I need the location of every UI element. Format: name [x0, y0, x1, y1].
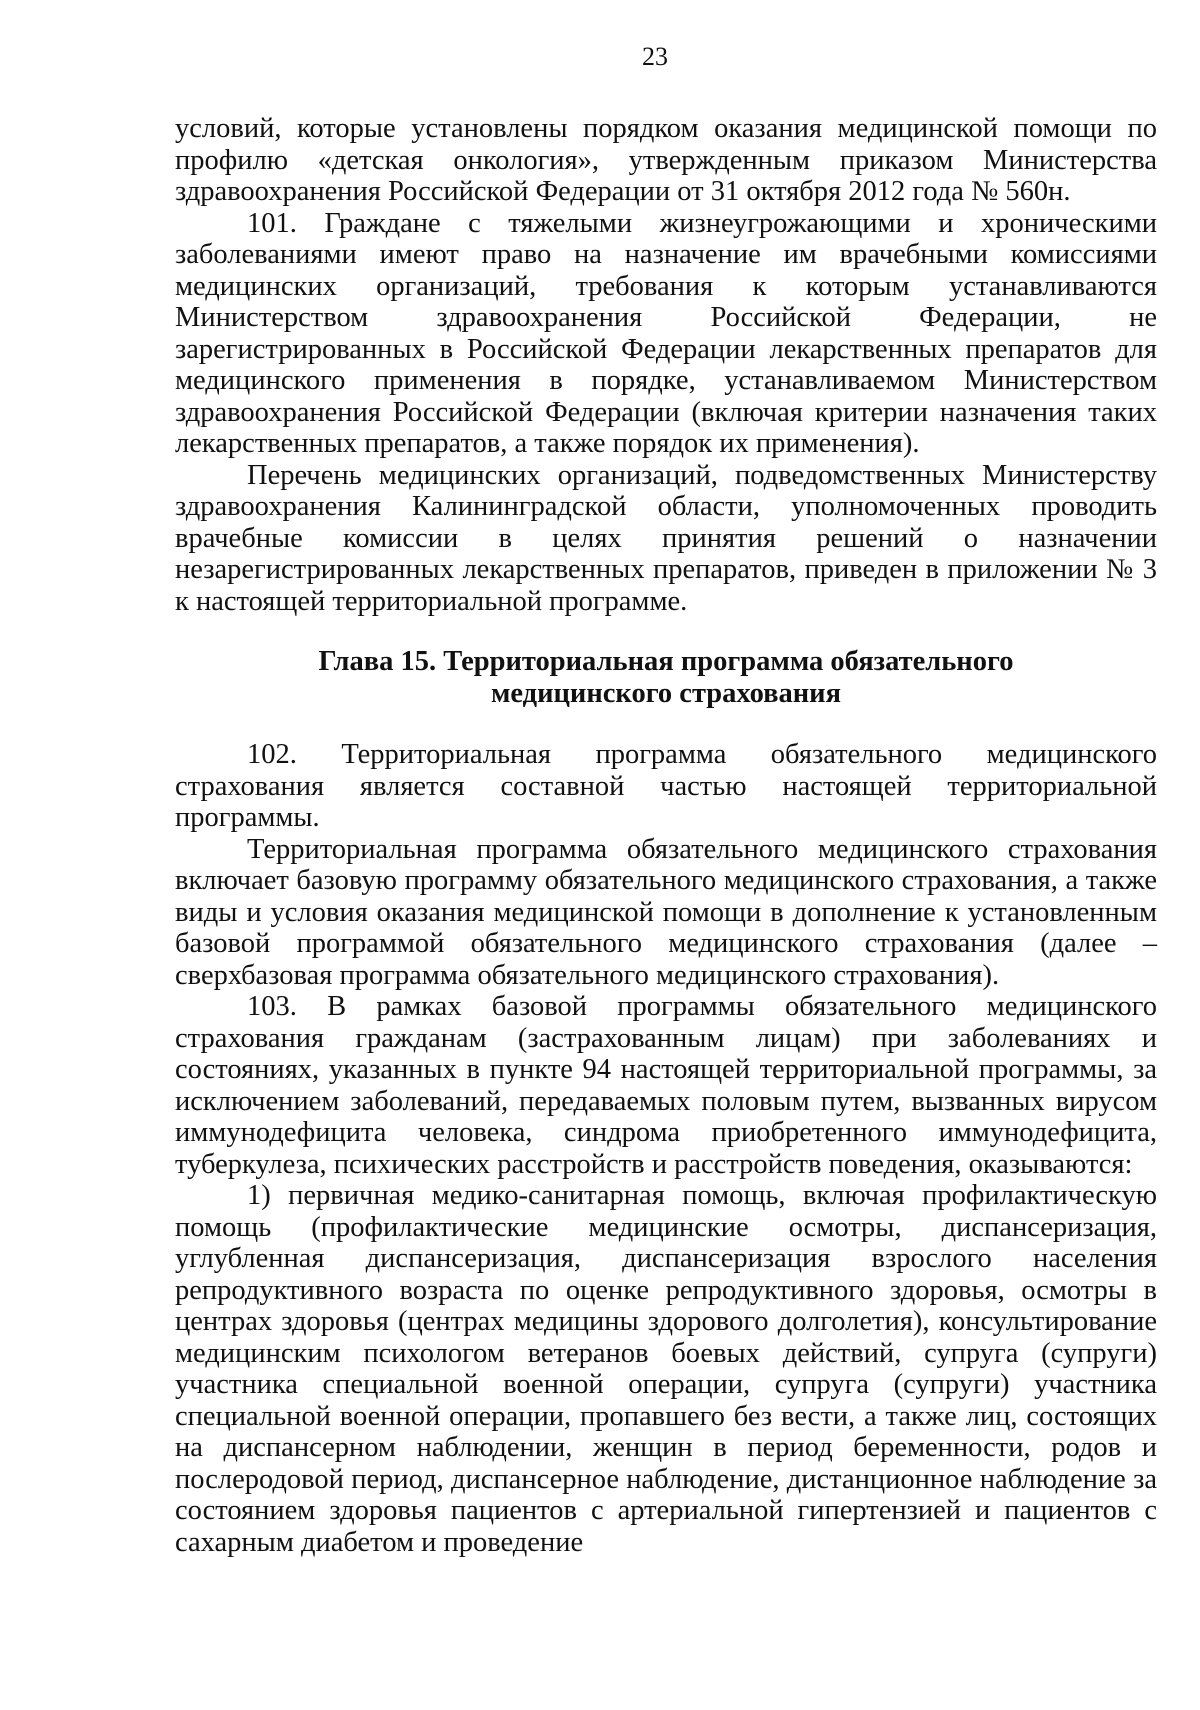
paragraph-organizations-list: Перечень медицинских организаций, подведомственных Министерству здравоохранения Калининградской области, уполномоченных проводить врачебные комиссии в целях принятия решений о назначении незарегистрированных лекарственных препаратов, приведен в приложении № 3 к настоящей территориальной программе. [175, 459, 1157, 617]
paragraph-101: 101. Граждане с тяжелыми жизнеугрожающими и хроническими заболеваниями имеют право на назначение им врачебными комиссиями медицинских организаций, требования к которым устанавливаются Министерством здравоохранения Российской Федерации, не зарегистрированных в Российской Федерации лекарственных препаратов для медицинского применения в порядке, устанавливаемом Министерством здравоохранения Российской Федерации (включая критерии назначения таких лекарственных препаратов, а также порядок их применения). [175, 207, 1157, 459]
page-number: 23 [642, 42, 668, 71]
paragraph-continuation: условий, которые установлены порядком оказания медицинской помощи по профилю «детская онкология», утвержденным приказом Министерства здравоохранения Российской Федерации от 31 октября 2012 года № 560н. [175, 113, 1157, 207]
chapter-heading-line1: Глава 15. Территориальная программа обязательного [318, 646, 1014, 677]
paragraph-item-1: 1) первичная медико-санитарная помощь, включая профилактическую помощь (профилактические медицинские осмотры, диспансеризация, углубленная диспансеризация, диспансеризация взрослого населения репродуктивного возраста по оценке репродуктивного здоровья, осмотры в центрах здоровья (центрах медицины здорового долголетия), консультирование медицинским психологом ветеранов боевых действий, супруга (супруги) участника специальной военной операции, супруга (супруги) участника специальной военной операции, пропавшего без вести, а также лиц, состоящих на диспансерном наблюдении, женщин в период беременности, родов и послеродовой период, диспансерное наблюдение, дистанционное наблюдение за состоянием здоровья пациентов с артериальной гипертензией и пациентов с сахарным диабетом и проведение [175, 1180, 1157, 1558]
document-body [175, 113, 1157, 1558]
chapter-heading-line2: медицинского страхования [490, 678, 842, 709]
paragraph-program-includes: Территориальная программа обязательного медицинского страхования включает базовую программу обязательного медицинского страхования, а также виды и условия оказания медицинской помощи в дополнение к установленным базовой программой обязательного медицинского страхования (далее – сверхбазовая программа обязательного медицинского страхования). [175, 833, 1157, 991]
paragraph-103: 103. В рамках базовой программы обязательного медицинского страхования гражданам (застрахованным лицам) при заболеваниях и состояниях, указанных в пункте 94 настоящей территориальной программы, за исключением заболеваний, передаваемых половым путем, вызванных вирусом иммунодефицита человека, синдрома приобретенного иммунодефицита, туберкулеза, психических расстройств и расстройств поведения, оказываются: [175, 991, 1157, 1180]
chapter-heading [175, 646, 1157, 710]
paragraph-102: 102. Территориальная программа обязательного медицинского страхования является составной частью настоящей территориальной программы. [175, 739, 1157, 833]
